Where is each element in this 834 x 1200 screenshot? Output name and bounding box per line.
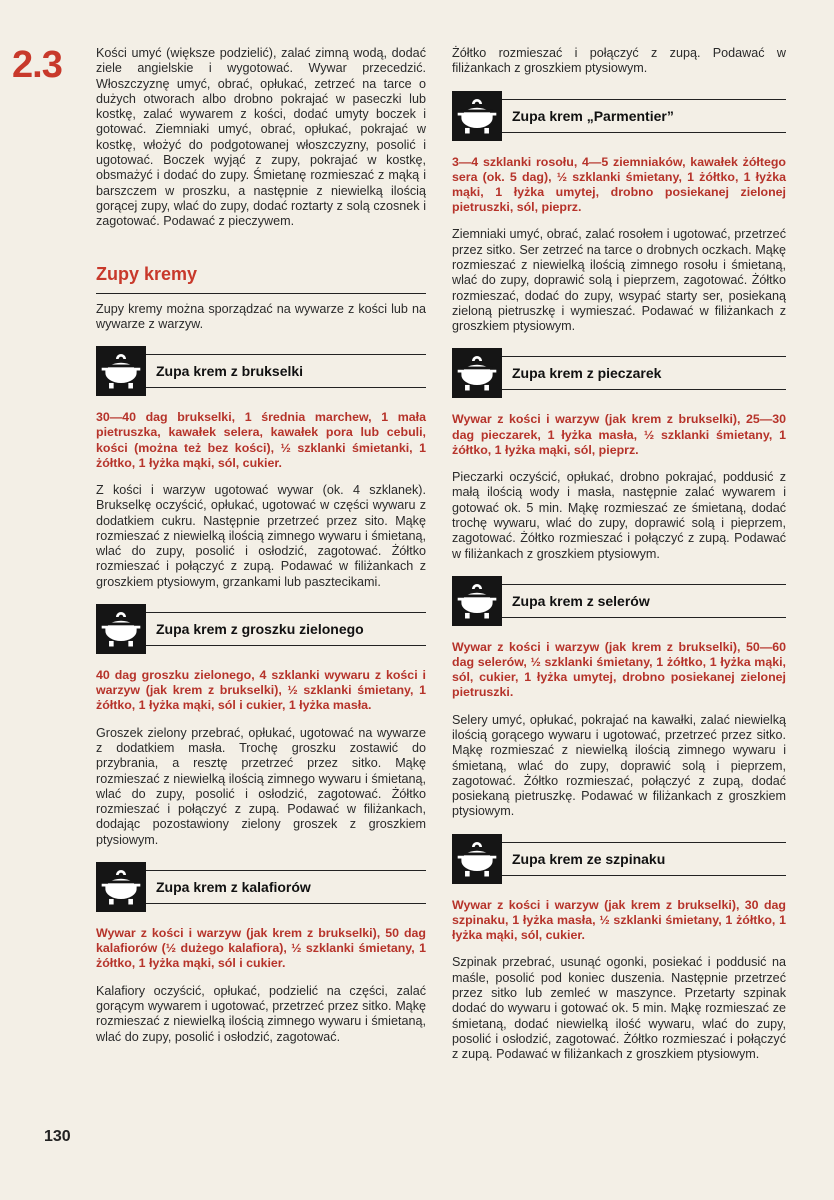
recipe-title: Zupa krem z brukselki	[146, 354, 426, 388]
intro-text: Kości umyć (większe podzielić), zalać zimną wodą, dodać ziele angielskie i wygotować. Wywar przecedzić. Włoszczyznę umyć, obrać, opłukać, zetrzeć na tarce o dużych otworach albo drobno pokrajać w paseczki lub kostkę, zalać wywarem z kości, dodać umyty boczek i gotować. Ziemniaki umyć, obrać, opłukać, pokrajać w kostkę, włożyć do podgotowanej włoszczyzny, posolić i ugotować. Boczek wyjąć z zupy, pokrajać w kostkę, obsmażyć i dodać do zupy. Śmietanę rozmieszać z mąką i barszczem w proszku, a następnie z niewielką ilością gorącej zupy, wlać do zupy, dodać roztarty z solą czosnek i zagotować. Podawać z pieczywem.	[96, 46, 426, 229]
right-column	[452, 46, 786, 1072]
left-column	[96, 46, 426, 1055]
recipe-header	[452, 834, 786, 884]
recipe-header	[96, 862, 426, 912]
recipe-title: Zupa krem z kalafiorów	[146, 870, 426, 904]
recipe-header	[96, 604, 426, 654]
soup-pot-icon	[96, 604, 146, 654]
recipe-title: Zupa krem „Parmentier”	[502, 99, 786, 133]
recipe-header	[452, 348, 786, 398]
recipe-method: Pieczarki oczyścić, opłukać, drobno pokrajać, poddusić z małą ilością wody i masła, następnie zalać wywarem i gotować ok. 5 min. Mąkę rozmieszać ze śmietaną, dodać trochę wywaru, wlać do zupy, doprawić solą i pieprzem, zagotować. Żółtko rozmieszać i połączyć z zupą. Podawać w filiżankach z groszkiem ptysiowym.	[452, 470, 786, 561]
recipe-header	[452, 576, 786, 626]
soup-pot-icon	[96, 862, 146, 912]
soup-pot-icon	[96, 346, 146, 396]
recipe-ingredients: Wywar z kości i warzyw (jak krem z brukselki), 50 dag kalafiorów (½ dużego kalafiora), ½ szklanki śmietany, 1 żółtko, 1 łyżka mąki, sól i cukier.	[96, 926, 426, 971]
recipe-ingredients: 3—4 szklanki rosołu, 4—5 ziemniaków, kawałek żółtego sera (ok. 5 dag), ½ szklanki śmietany, 1 żółtko, 1 łyżka mąki, 1 łyżka umytej, drobno posiekanej zielonej pietruszki, sól, pieprz.	[452, 154, 786, 215]
recipe-header	[452, 91, 786, 141]
recipe-title: Zupa krem z selerów	[502, 584, 786, 618]
recipe-ingredients: 40 dag groszku zielonego, 4 szklanki wywaru z kości i warzyw (jak krem z brukselki), ½ szklanki śmietany, 1 żółtko, 1 łyżka mąki, sól i cukier, 1 łyżka masła.	[96, 668, 426, 713]
soup-pot-icon	[452, 834, 502, 884]
recipe-title: Zupa krem ze szpinaku	[502, 842, 786, 876]
section-title: Zupy kremy	[96, 264, 426, 294]
recipe-ingredients: Wywar z kości i warzyw (jak krem z brukselki), 30 dag szpinaku, 1 łyżka masła, ½ szklanki śmietany, 1 żółtko, 1 łyżka mąki, sól, cukier.	[452, 897, 786, 943]
recipe-method: Selery umyć, opłukać, pokrajać na kawałki, zalać niewielką ilością gorącego wywaru i ugotować, przetrzeć przez sitko. Mąkę rozmieszać z niewielką ilością zimnego wywaru i śmietaną, wlać do zupy, doprawić solą i pieprzem, zagotować. Żółtko rozmieszać, połączyć z zupą, dodać posiekaną pietruszkę. Podawać w filiżankach z groszkiem ptysiowym.	[452, 712, 786, 819]
page-number: 130	[44, 1128, 71, 1145]
recipe-ingredients: Wywar z kości i warzyw (jak krem z brukselki), 25—30 dag pieczarek, 1 łyżka masła, ½ szklanki śmietany, 1 żółtko, 1 łyżka mąki, sól, pieprz.	[452, 412, 786, 457]
recipe-method: Z kości i warzyw ugotować wywar (ok. 4 szklanek). Brukselkę oczyścić, opłukać, ugotować w części wywaru z dodatkiem cukru. Następnie przetrzeć przez sito. Mąkę rozmieszać z niewielką ilością zimnego wywaru i śmietaną, wlać do zupy, posolić i osłodzić, zagotować. Żółtko rozmieszać i połączyć z zupą. Podawać w filiżankach z groszkiem ptysiowym, grzankami lub pasztecikami.	[96, 482, 426, 589]
recipe-header	[96, 346, 426, 396]
recipe-title: Zupa krem z groszku zielonego	[146, 612, 426, 646]
recipe-title: Zupa krem z pieczarek	[502, 356, 786, 390]
recipe-method: Kalafiory oczyścić, opłukać, podzielić na części, zalać gorącym wywarem i ugotować, przetrzeć przez sitko. Mąkę rozmieszać z niewielką ilością zimnego wywaru i śmietaną, wlać do zupy, posolić i osłodzić, zagotować.	[96, 983, 426, 1044]
soup-pot-icon	[452, 576, 502, 626]
soup-pot-icon	[452, 348, 502, 398]
recipe-method: Groszek zielony przebrać, opłukać, ugotować na wywarze z dodatkiem masła. Trochę groszku zostawić do przybrania, a resztę przetrzeć przez sitko. Mąkę rozmieszać z niewielką ilością zimnego wywaru i śmietaną, wlać do zupy, posolić i osłodzić, zagotować. Żółtko rozmieszać i połączyć z zupą. Podawać w filiżankach, dodając pozostawiony zielony groszek z groszkiem ptysiowym.	[96, 725, 426, 847]
recipe-method: Szpinak przebrać, usunąć ogonki, posiekać i poddusić na maśle, posolić pod koniec duszenia. Następnie przetrzeć przez sitko lub zemleć w maszynce. Przetarty szpinak dodać do wywaru i gotować ok. 5 min. Mąkę rozmieszać ze śmietaną, dodać niewielką ilość wywaru, wlać do zupy, posolić i osłodzić, zagotować. Żółtko rozmieszać i połączyć z zupą. Podawać w filiżankach z groszkiem ptysiowym.	[452, 955, 786, 1062]
section-intro: Zupy kremy można sporządzać na wywarze z kości lub na wywarze z warzyw.	[96, 301, 426, 331]
soup-pot-icon	[452, 91, 502, 141]
recipe-ingredients: 30—40 dag brukselki, 1 średnia marchew, 1 mała pietruszka, kawałek selera, kawałek pora lub cebuli, kości (można też bez kości), ½ szklanki śmietanki, 1 żółtko, 1 łyżka mąki, sól, cukier.	[96, 410, 426, 470]
recipe-ingredients: Wywar z kości i warzyw (jak krem z brukselki), 50—60 dag selerów, ½ szklanki śmietany, 1 żółtko, 1 łyżka mąki, sól, cukier, 1 łyżka umytej, drobno posiekanej zielonej pietruszki.	[452, 639, 786, 700]
section-number: 2.3	[12, 44, 62, 86]
recipe-method: Ziemniaki umyć, obrać, zalać rosołem i ugotować, przetrzeć przez sitko. Ser zetrzeć na tarce o drobnych oczkach. Mąkę rozmieszać z niewielką ilością zimnego rosołu i śmietaną, wlać do zupy, doprawić solą i pieprzem, zagotować. Żółtko rozmieszać, dodać do zupy, wsypać starty ser, posiekaną zieloną pietruszkę i wymieszać. Podawać w filiżankach z groszkiem ptysiowym.	[452, 227, 786, 334]
continuation-text: Żółtko rozmieszać i połączyć z zupą. Podawać w filiżankach z groszkiem ptysiowym.	[452, 46, 786, 76]
